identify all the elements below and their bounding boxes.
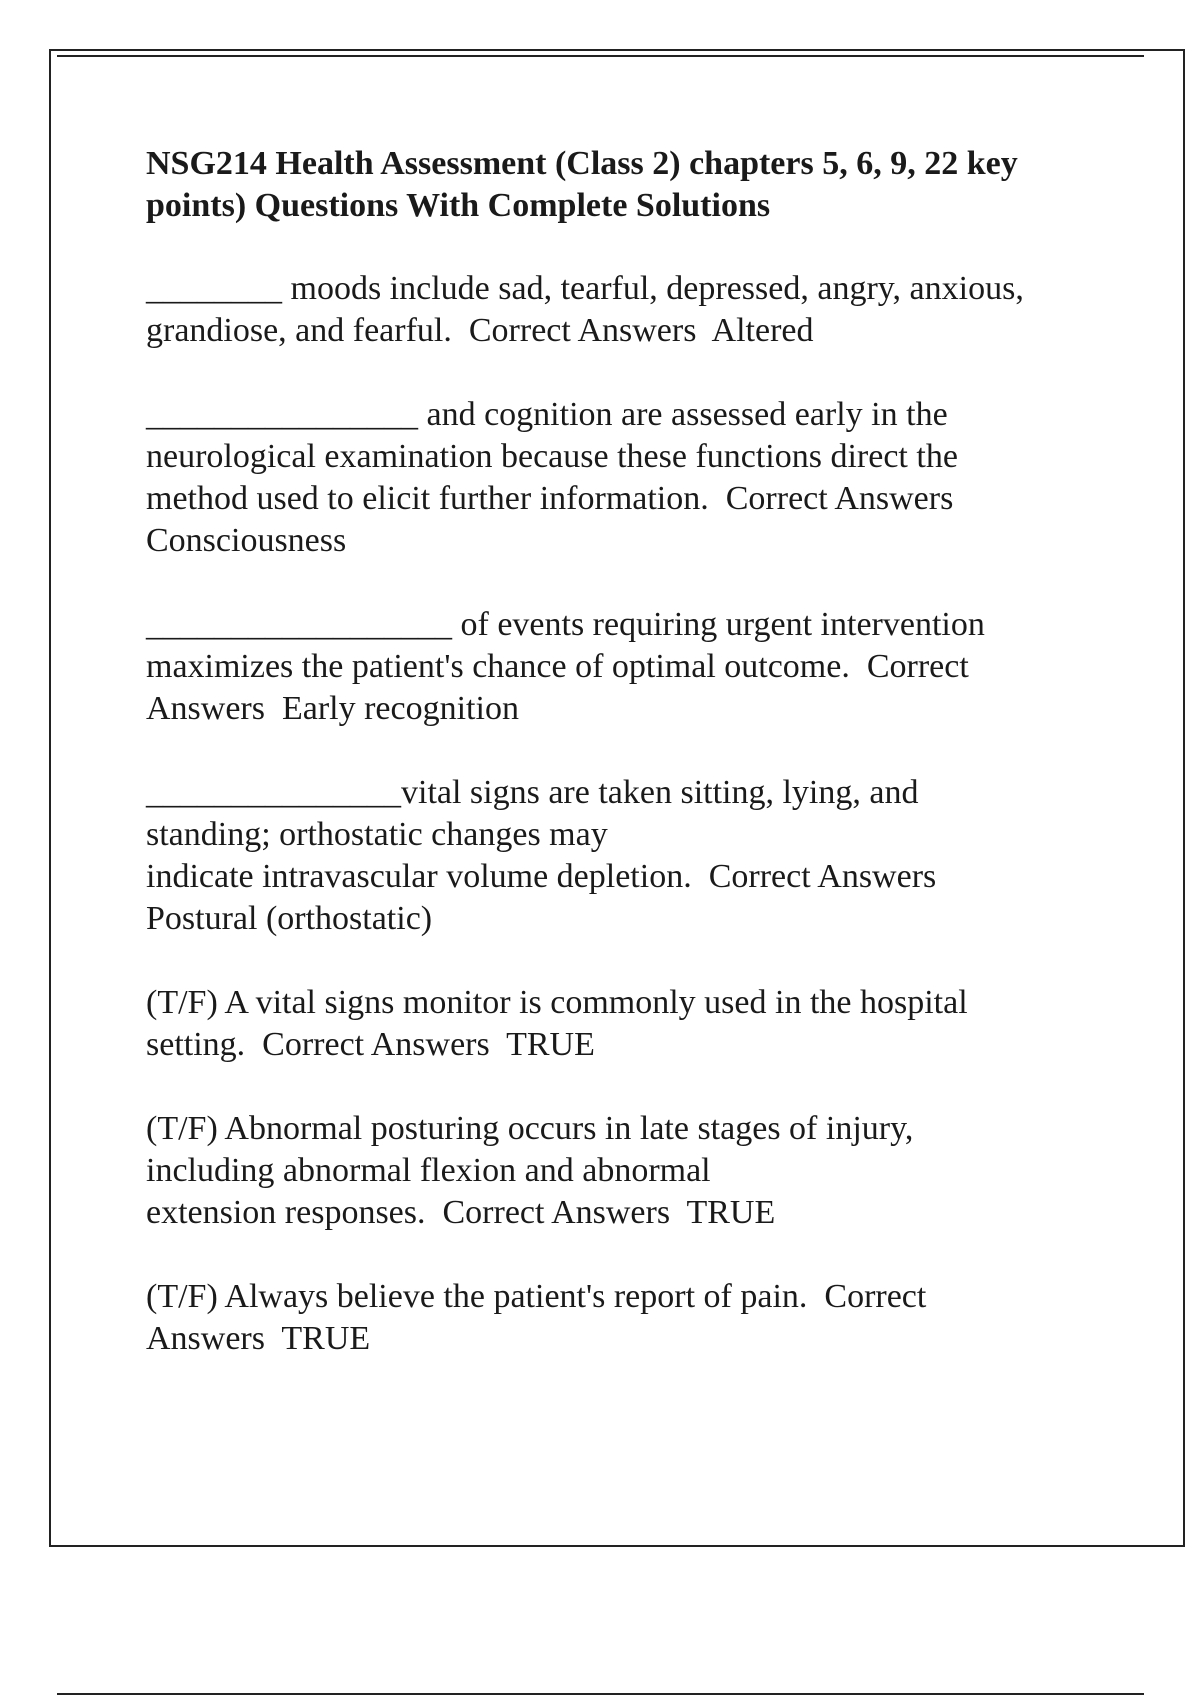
document-body <box>146 143 1096 1402</box>
question-3 <box>146 604 1096 730</box>
question-line: Postural (orthostatic) <box>146 900 433 937</box>
question-line: (T/F) Always believe the patient's report of pain. Correct <box>146 1278 927 1315</box>
question-line: Answers Early recognition <box>146 690 519 727</box>
question-line: neurological examination because these functions direct the <box>146 438 958 475</box>
question-1 <box>146 268 1096 352</box>
question-line: including abnormal flexion and abnormal <box>146 1152 711 1189</box>
question-line: Consciousness <box>146 522 347 559</box>
question-line: (T/F) Abnormal posturing occurs in late stages of injury, <box>146 1110 914 1147</box>
title-line: NSG214 Health Assessment (Class 2) chapters 5, 6, 9, 22 key <box>146 145 1018 182</box>
bottom-rule <box>57 1693 1144 1695</box>
question-line: setting. Correct Answers TRUE <box>146 1026 595 1063</box>
question-line: ________ moods include sad, tearful, depressed, angry, anxious, <box>146 270 1024 307</box>
question-6 <box>146 1108 1096 1234</box>
question-line: __________________ of events requiring urgent intervention <box>146 606 985 643</box>
title-line: points) Questions With Complete Solutions <box>146 187 771 224</box>
question-line: Answers TRUE <box>146 1320 371 1357</box>
question-line: _______________vital signs are taken sitting, lying, and <box>146 774 919 811</box>
document-title <box>146 143 1096 227</box>
question-7 <box>146 1276 1096 1360</box>
question-2 <box>146 394 1096 562</box>
question-line: maximizes the patient's chance of optimal outcome. Correct <box>146 648 969 685</box>
question-line: indicate intravascular volume depletion. Correct Answers <box>146 858 937 895</box>
question-5 <box>146 982 1096 1066</box>
question-line: (T/F) A vital signs monitor is commonly used in the hospital <box>146 984 968 1021</box>
question-line: grandiose, and fearful. Correct Answers Altered <box>146 312 814 349</box>
top-rule <box>57 55 1144 57</box>
question-line: standing; orthostatic changes may <box>146 816 608 853</box>
question-line: method used to elicit further information. Correct Answers <box>146 480 954 517</box>
question-line: ________________ and cognition are assessed early in the <box>146 396 948 433</box>
question-line: extension responses. Correct Answers TRUE <box>146 1194 776 1231</box>
question-4 <box>146 772 1096 940</box>
